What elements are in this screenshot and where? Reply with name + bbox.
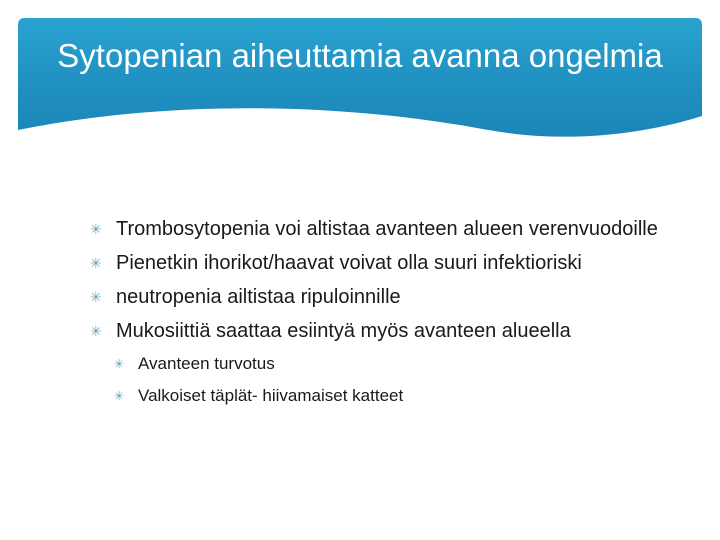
sub-bullet-text: Valkoiset täplät- hiivamaiset katteet xyxy=(138,386,404,405)
bullet-item xyxy=(88,250,688,276)
bullet-item xyxy=(88,216,688,242)
asterisk-bullet-icon: ✳ xyxy=(90,221,102,237)
slide-title: Sytopenian aiheuttamia avanna ongelmia xyxy=(57,37,663,74)
sub-bullet-text: Avanteen turvotus xyxy=(138,354,275,373)
bullet-text: neutropenia ailtistaa ripuloinnille xyxy=(116,286,401,308)
bullet-item xyxy=(88,284,688,310)
sub-bullet-list xyxy=(112,352,688,408)
bullet-text: Pienetkin ihorikot/haavat voivat olla suuri infektioriski xyxy=(116,252,582,274)
asterisk-bullet-icon: ✳ xyxy=(90,323,102,339)
asterisk-bullet-icon: ✳ xyxy=(114,357,125,371)
title-banner xyxy=(18,18,702,138)
asterisk-bullet-icon: ✳ xyxy=(90,289,102,305)
slide-body xyxy=(88,216,688,416)
asterisk-bullet-icon: ✳ xyxy=(114,389,125,403)
asterisk-bullet-icon: ✳ xyxy=(90,255,102,271)
bullet-item xyxy=(88,318,688,344)
sub-bullet-item xyxy=(112,384,688,408)
bullet-text: Mukosiittiä saattaa esiintyä myös avanteen alueella xyxy=(116,320,571,342)
bullet-text: Trombosytopenia voi altistaa avanteen alueen verenvuodoille xyxy=(116,218,658,240)
sub-bullet-item xyxy=(112,352,688,376)
